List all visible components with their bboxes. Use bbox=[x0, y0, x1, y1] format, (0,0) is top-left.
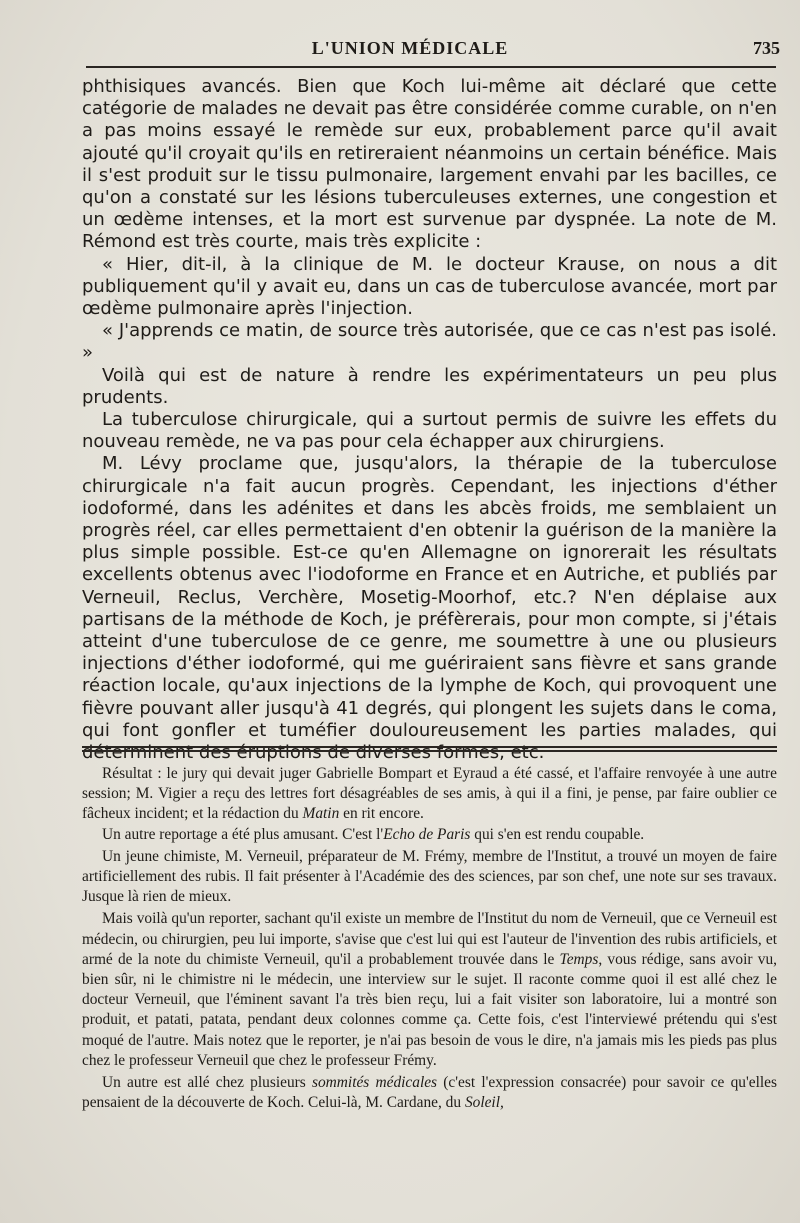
text-run: , vous rédige, sans avoir vu, bien sûr, ni le chimistre ni le médecin, une interview sur le sujet. Il raconte comme quoi il est allé chez le docteur Verneuil, que l'éminent savant l'a très bien reçu, lui a fait visiter son laboratoire, lui a montré son produit, et patati, patata, pendant deux colonnes comme ça. Cette fois, c'est l'interviewé prétendu qui s'est moqué de l'autre. Mais notez que le reporter, je n'ai pas besoin de vous le dire, n'a jamais mis les pieds pas plus chez le professeur Verneuil que chez le professeur Frémy. bbox=[82, 950, 777, 1069]
running-head bbox=[80, 38, 780, 62]
emphasis: sommités médicales bbox=[312, 1074, 438, 1092]
feuilleton-paragraph: Un jeune chimiste, M. Verneuil, préparateur de M. Frémy, membre de l'Institut, a trouvé un moyen de faire artificiellement des rubis. Il fait présenter à l'Académie des des sciences, par son chef, une note sur ses travaux. Jusque là rien de mieux. bbox=[82, 847, 777, 906]
paragraph: M. Lévy proclame que, jusqu'alors, la thérapie de la tuberculose chirurgicale n'a fait aucun progrès. Cependant, les injections d'éther iodoformé, dans les adénites et dans les abcès froids, me semblaient un progrès réel, car elles permettaient d'en obtenir la guérison de la manière la plus simple possible. Est-ce qu'en Allemagne on ignorerait les résultats excellents obtenus avec l'iodoforme en France et en Autriche, et publiés par Verneuil, Reclus, Verchère, Mosetig-Moorhof, etc.? N'en déplaise aux partisans de la méthode de Koch, je préfèrerais, pour mon compte, si j'étais atteint d'une tuberculose de ce genre, me soumettre à une ou plusieurs injections d'éther iodoformé, qui me guériraient sans fièvre et sans grande réaction locale, qu'aux injections de la lymphe de Koch, qui provoquent une fièvre pouvant aller jusqu'à 41 degrés, qui plongent les sujets dans le coma, qui font gonfler et tuméfier douloureusement les parties malades, qui déterminent des éruptions de diverses formes, etc. bbox=[82, 453, 777, 764]
feuilleton-paragraph bbox=[82, 825, 777, 845]
text-run: qui s'en est rendu coupable. bbox=[474, 825, 645, 843]
feuilleton-paragraph bbox=[82, 1073, 777, 1113]
text-run: Un autre reportage a été plus amusant. C'est l' bbox=[102, 825, 384, 843]
text-run: Résultat : le jury qui devait juger Gabrielle Bompart et Eyraud a été cassé, et l'affaire renvoyée à une autre session; M. Vigier a reçu des lettres fort désagréables de ses amis, à qui il a fini, je pense, par faire oublier ce fâcheux incident; et la rédaction du bbox=[82, 765, 777, 823]
newspaper-name: Soleil, bbox=[464, 1094, 504, 1112]
feuilleton-separator bbox=[82, 746, 777, 752]
text-run: Mais voilà qu'un reporter, sachant qu'il existe un membre de l'Institut du nom de Verneuil, que ce Verneuil est médecin, ou chirurgien, peu lui importe, s'avise que c'est lui qui est l'auteur de l'invention des rubis artificiels, et armé de la note du chimiste Verneuil, qu'il a probablement trouvée dans le bbox=[82, 910, 777, 968]
feuilleton bbox=[82, 764, 777, 1115]
newspaper-name: Matin bbox=[302, 805, 340, 823]
text-run: (c'est l'expression consacrée) pour savoir ce qu'elles pensaient de la découverte de Koch. Celui-là, M. Cardane, du bbox=[82, 1074, 777, 1112]
text-run: Un autre est allé chez plusieurs bbox=[102, 1074, 306, 1092]
paragraph: Voilà qui est de nature à rendre les expérimentateurs un peu plus prudents. bbox=[82, 364, 777, 408]
text-run: en rit encore. bbox=[343, 805, 424, 823]
paragraph: phthisiques avancés. Bien que Koch lui-même ait déclaré que cette catégorie de malades ne devait pas être considérée comme curable, on n'en a pas moins essayé le remède sur eux, probablement parce qu'il avait ajouté qu'il croyait qu'ils en retireraient néanmoins un certain bénéfice. Mais il s'est produit sur le tissu pulmonaire, largement envahi par les bacilles, ce qu'on a constaté sur les lésions tuberculeuses externes, une congestion et un œdème intenses, et la mort est survenue par dyspnée. La note de M. Rémond est très courte, mais très explicite : bbox=[82, 76, 777, 253]
feuilleton-paragraph bbox=[82, 909, 777, 1071]
quote-paragraph: « J'apprends ce matin, de source très autorisée, que ce cas n'est pas isolé. » bbox=[82, 320, 777, 364]
main-article bbox=[82, 76, 777, 764]
page-number: 735 bbox=[753, 38, 780, 58]
feuilleton-paragraph bbox=[82, 764, 777, 825]
quote-paragraph: « Hier, dit-il, à la clinique de M. le docteur Krause, on nous a dit publiquement qu'il y avait eu, dans un cas de tuberculose avancée, mort par œdème pulmonaire après l'injection. bbox=[82, 253, 777, 320]
paragraph: La tuberculose chirurgicale, qui a surtout permis de suivre les effets du nouveau remède, ne va pas pour cela échapper aux chirurgiens. bbox=[82, 409, 777, 453]
journal-title: L'UNION MÉDICALE bbox=[311, 38, 509, 58]
newspaper-name: Temps bbox=[559, 950, 599, 968]
header-rule bbox=[86, 66, 776, 68]
newspaper-name: Echo de Paris bbox=[383, 825, 471, 843]
